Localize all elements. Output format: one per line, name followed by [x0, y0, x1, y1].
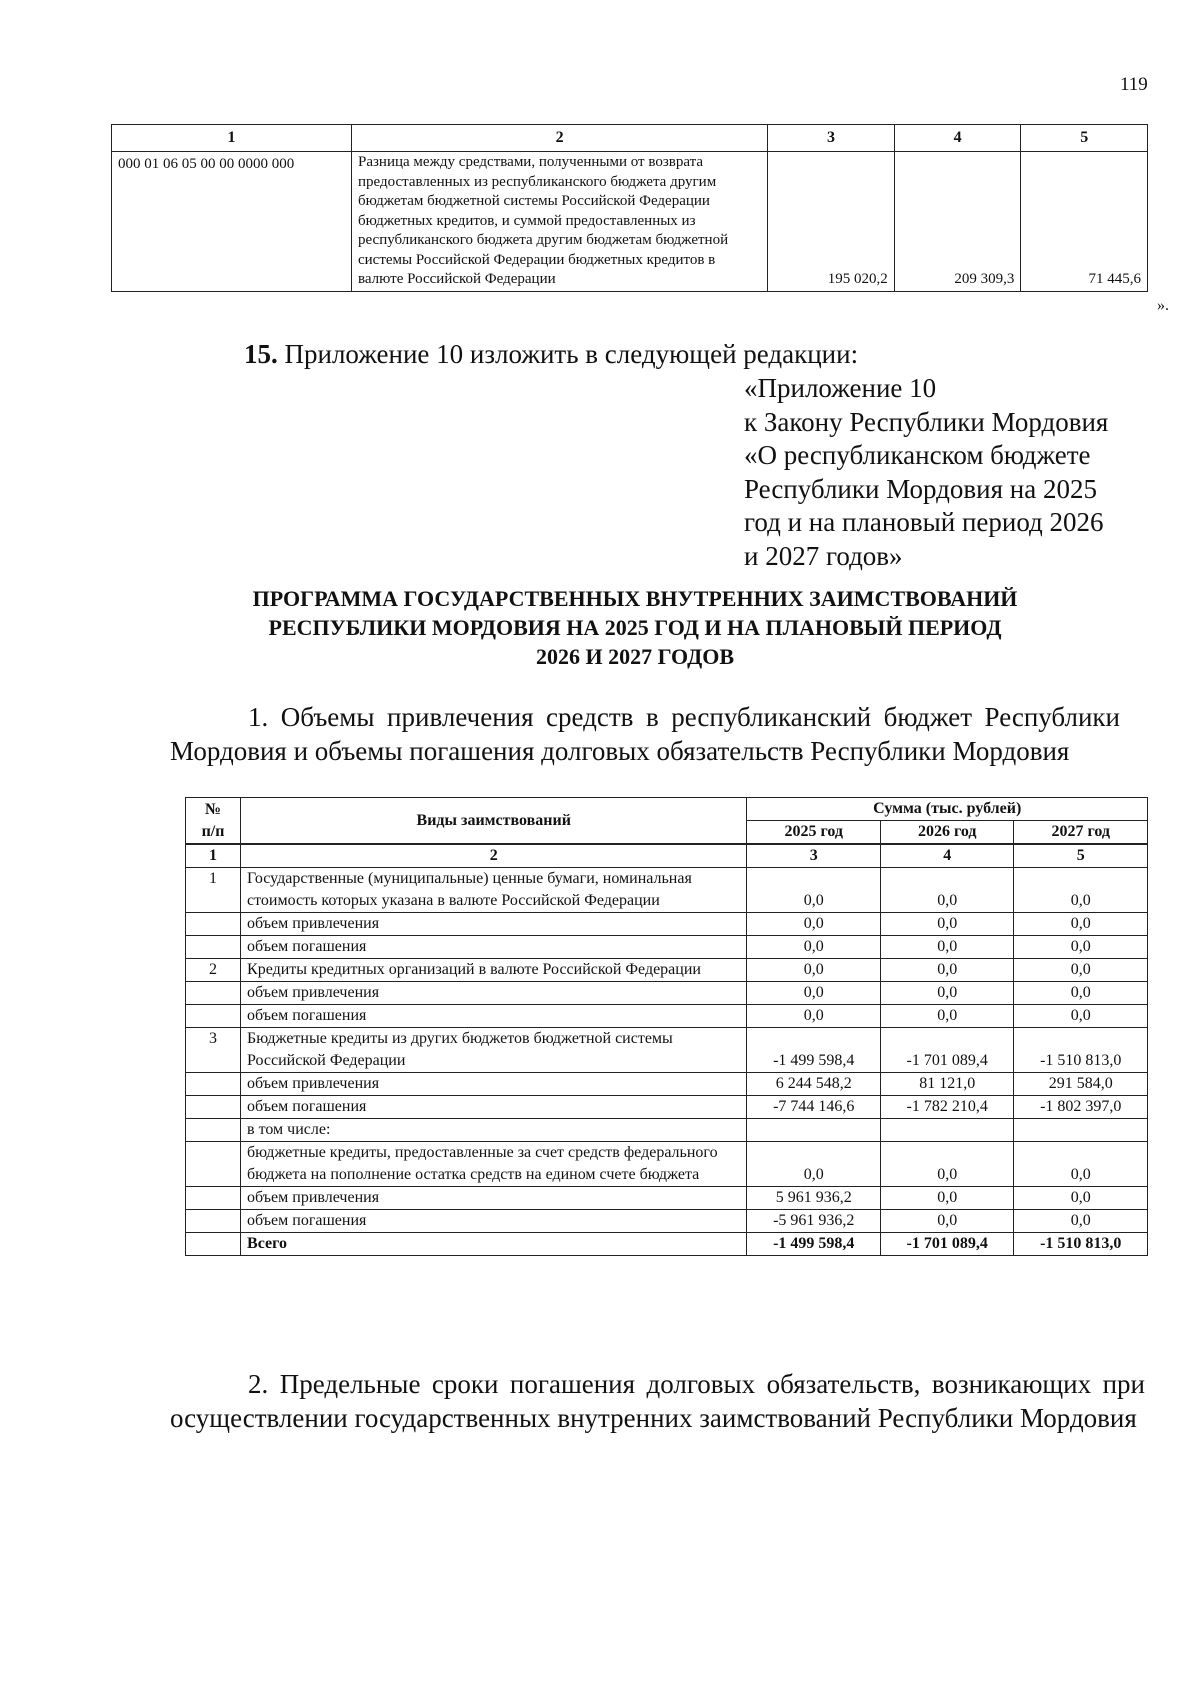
section-2-line: 2. Предельные сроки погашения долговых обязательств, возникающих при [248, 1369, 1145, 1399]
title-line: РЕСПУБЛИКИ МОРДОВИЯ НА 2025 ГОД И НА ПЛАНОВЫЙ ПЕРИОД [268, 615, 1002, 640]
value-2025: 0,0 [747, 959, 880, 982]
section-15-heading [244, 339, 858, 370]
value-2027: 0,0 [1014, 959, 1148, 982]
budget-code: 000 01 06 05 00 00 0000 000 [112, 152, 352, 292]
row-number [186, 1187, 241, 1210]
column-index: 2 [241, 844, 747, 868]
value-2026: 0,0 [880, 868, 1013, 913]
total-label: Всего [241, 1233, 747, 1256]
appendix-line: «Приложение 10 [744, 373, 937, 403]
value-2026: 0,0 [880, 1210, 1013, 1233]
value-2025: 195 020,2 [768, 152, 895, 292]
appendix-line: и 2027 годов» [744, 540, 903, 571]
row-number: 1 [186, 868, 241, 913]
table-row [186, 959, 1148, 982]
row-name: объем погашения [241, 936, 747, 959]
value-2025: 6 244 548,2 [747, 1073, 880, 1096]
section-2-rest: осуществлении государственных внутренних заимствований Республики Мордовия [170, 1403, 1137, 1433]
table-row [186, 1028, 1148, 1073]
row-name: Государственные (муниципальные) ценные бумаги, номинальная стоимость которых указана в валюте Российской Федерации [241, 868, 747, 913]
table-row [186, 982, 1148, 1005]
value-2026: 81 121,0 [880, 1073, 1013, 1096]
table-row [186, 1119, 1148, 1142]
column-index-row [186, 844, 1148, 868]
appendix-line: Республики Мордовия на 2025 [744, 473, 1097, 504]
value-2026: 209 309,3 [894, 152, 1021, 292]
value-2027: 0,0 [1014, 1142, 1148, 1187]
header-cell: 5 [1021, 125, 1148, 152]
table-row [186, 1142, 1148, 1187]
row-name: объем погашения [241, 1096, 747, 1119]
value-2027: 0,0 [1014, 982, 1148, 1005]
appendix-line: «О республиканском бюджете [744, 440, 1091, 470]
page-number: 119 [1120, 74, 1148, 95]
value-2025: 0,0 [747, 1005, 880, 1028]
value-2027: -1 510 813,0 [1014, 1028, 1148, 1073]
table-row [186, 1096, 1148, 1119]
title-line: 2026 И 2027 ГОДОВ [536, 644, 734, 669]
program-title [170, 584, 1100, 671]
header-year-2026: 2026 год [880, 821, 1013, 845]
table-row [112, 152, 1148, 292]
row-name: объем привлечения [241, 1073, 747, 1096]
value-2026: 0,0 [880, 982, 1013, 1005]
total-row [186, 1233, 1148, 1256]
value-2027: 0,0 [1014, 913, 1148, 936]
header-number-line: № [204, 800, 222, 818]
table-row [186, 913, 1148, 936]
value-2026: 0,0 [880, 959, 1013, 982]
section-2-text [170, 1367, 1145, 1435]
value-2025: 0,0 [747, 1142, 880, 1187]
value-2025: -5 961 936,2 [747, 1210, 880, 1233]
value-2026: 0,0 [880, 913, 1013, 936]
column-index: 1 [186, 844, 241, 868]
total-2025: -1 499 598,4 [747, 1233, 880, 1256]
header-cell: 3 [768, 125, 895, 152]
value-2026 [880, 1119, 1013, 1142]
value-2027 [1014, 1119, 1148, 1142]
table-row [186, 1005, 1148, 1028]
table-row [186, 1073, 1148, 1096]
row-name: бюджетные кредиты, предоставленные за счет средств федерального бюджета на пополнение остатка средств на едином счете бюджета [241, 1142, 747, 1187]
total-2027: -1 510 813,0 [1014, 1233, 1148, 1256]
value-2027: 291 584,0 [1014, 1073, 1148, 1096]
appendix-line: год и на плановый период 2026 [744, 507, 1104, 537]
header-cell: 2 [352, 125, 768, 152]
borrowings-table [185, 797, 1148, 1256]
row-number [186, 982, 241, 1005]
table-row [186, 868, 1148, 913]
value-2026: 0,0 [880, 1142, 1013, 1187]
value-2027: 0,0 [1014, 936, 1148, 959]
value-2025: -7 744 146,6 [747, 1096, 880, 1119]
header-cell: 4 [894, 125, 1021, 152]
value-2027: 0,0 [1014, 868, 1148, 913]
value-2026: 0,0 [880, 936, 1013, 959]
total-2026: -1 701 089,4 [880, 1233, 1013, 1256]
row-number [186, 913, 241, 936]
table-header-row [112, 125, 1148, 152]
row-number [186, 1073, 241, 1096]
value-2027: 0,0 [1014, 1210, 1148, 1233]
value-2025: 0,0 [747, 868, 880, 913]
header-sum: Сумма (тыс. рублей) [747, 798, 1148, 821]
appendix-line: к Закону Республики Мордовия [744, 406, 1109, 437]
column-index: 3 [747, 844, 880, 868]
row-name: Бюджетные кредиты из других бюджетов бюджетной системы Российской Федерации [241, 1028, 747, 1073]
value-2027: 0,0 [1014, 1187, 1148, 1210]
value-2025: -1 499 598,4 [747, 1028, 880, 1073]
value-2026: 0,0 [880, 1187, 1013, 1210]
row-number [186, 1005, 241, 1028]
value-2025: 0,0 [747, 913, 880, 936]
value-2027: 71 445,6 [1021, 152, 1148, 292]
row-number [186, 1233, 241, 1256]
header-number-line: п/п [201, 822, 225, 840]
row-name: объем привлечения [241, 1187, 747, 1210]
row-number: 3 [186, 1028, 241, 1073]
header-year-2025: 2025 год [747, 821, 880, 845]
table-header-row [186, 798, 1148, 821]
table-row [186, 1187, 1148, 1210]
value-2026: 0,0 [880, 1005, 1013, 1028]
row-name: объем привлечения [241, 982, 747, 1005]
row-name: в том числе: [241, 1119, 747, 1142]
row-name: объем погашения [241, 1005, 747, 1028]
value-2025: 0,0 [747, 936, 880, 959]
row-description: Разница между средствами, полученными от возврата предоставленных из республиканского бюджета другим бюджетам бюджетной системы Российской Федерации бюджетных кредитов, и суммой предоставленных из республиканского бюджета другим бюджетам бюджетной системы Российской Федерации бюджетных кредитов в валюте Российской Федерации [352, 152, 768, 292]
row-number: 2 [186, 959, 241, 982]
value-2025: 5 961 936,2 [747, 1187, 880, 1210]
value-2027: -1 802 397,0 [1014, 1096, 1148, 1119]
column-index: 4 [880, 844, 1013, 868]
value-2025 [747, 1119, 880, 1142]
row-number [186, 1119, 241, 1142]
header-number [186, 798, 241, 845]
header-year-2027: 2027 год [1014, 821, 1148, 845]
table-row [186, 936, 1148, 959]
row-number [186, 1210, 241, 1233]
continuation-table [111, 124, 1148, 292]
header-cell: 1 [112, 125, 352, 152]
value-2026: -1 701 089,4 [880, 1028, 1013, 1073]
section-number: 15. [244, 339, 278, 369]
table-row [186, 1210, 1148, 1233]
row-number [186, 936, 241, 959]
row-number [186, 1096, 241, 1119]
value-2026: -1 782 210,4 [880, 1096, 1013, 1119]
value-2027: 0,0 [1014, 1005, 1148, 1028]
closing-quote: ». [1157, 297, 1169, 314]
value-2025: 0,0 [747, 982, 880, 1005]
column-index: 5 [1014, 844, 1148, 868]
row-name: объем привлечения [241, 913, 747, 936]
section-1-text: 1. Объемы привлечения средств в республиканский бюджет Республики Мордовия и объемы погашения долговых обязательств Республики Мордовия [170, 702, 1120, 766]
title-line: ПРОГРАММА ГОСУДАРСТВЕННЫХ ВНУТРЕННИХ ЗАИМСТВОВАНИЙ [252, 586, 1018, 611]
row-name: Кредиты кредитных организаций в валюте Российской Федерации [241, 959, 747, 982]
section-text: Приложение 10 изложить в следующей редакции: [284, 339, 859, 369]
appendix-header [744, 372, 1144, 573]
header-kind: Виды заимствований [241, 798, 747, 845]
row-name: объем погашения [241, 1210, 747, 1233]
row-number [186, 1142, 241, 1187]
